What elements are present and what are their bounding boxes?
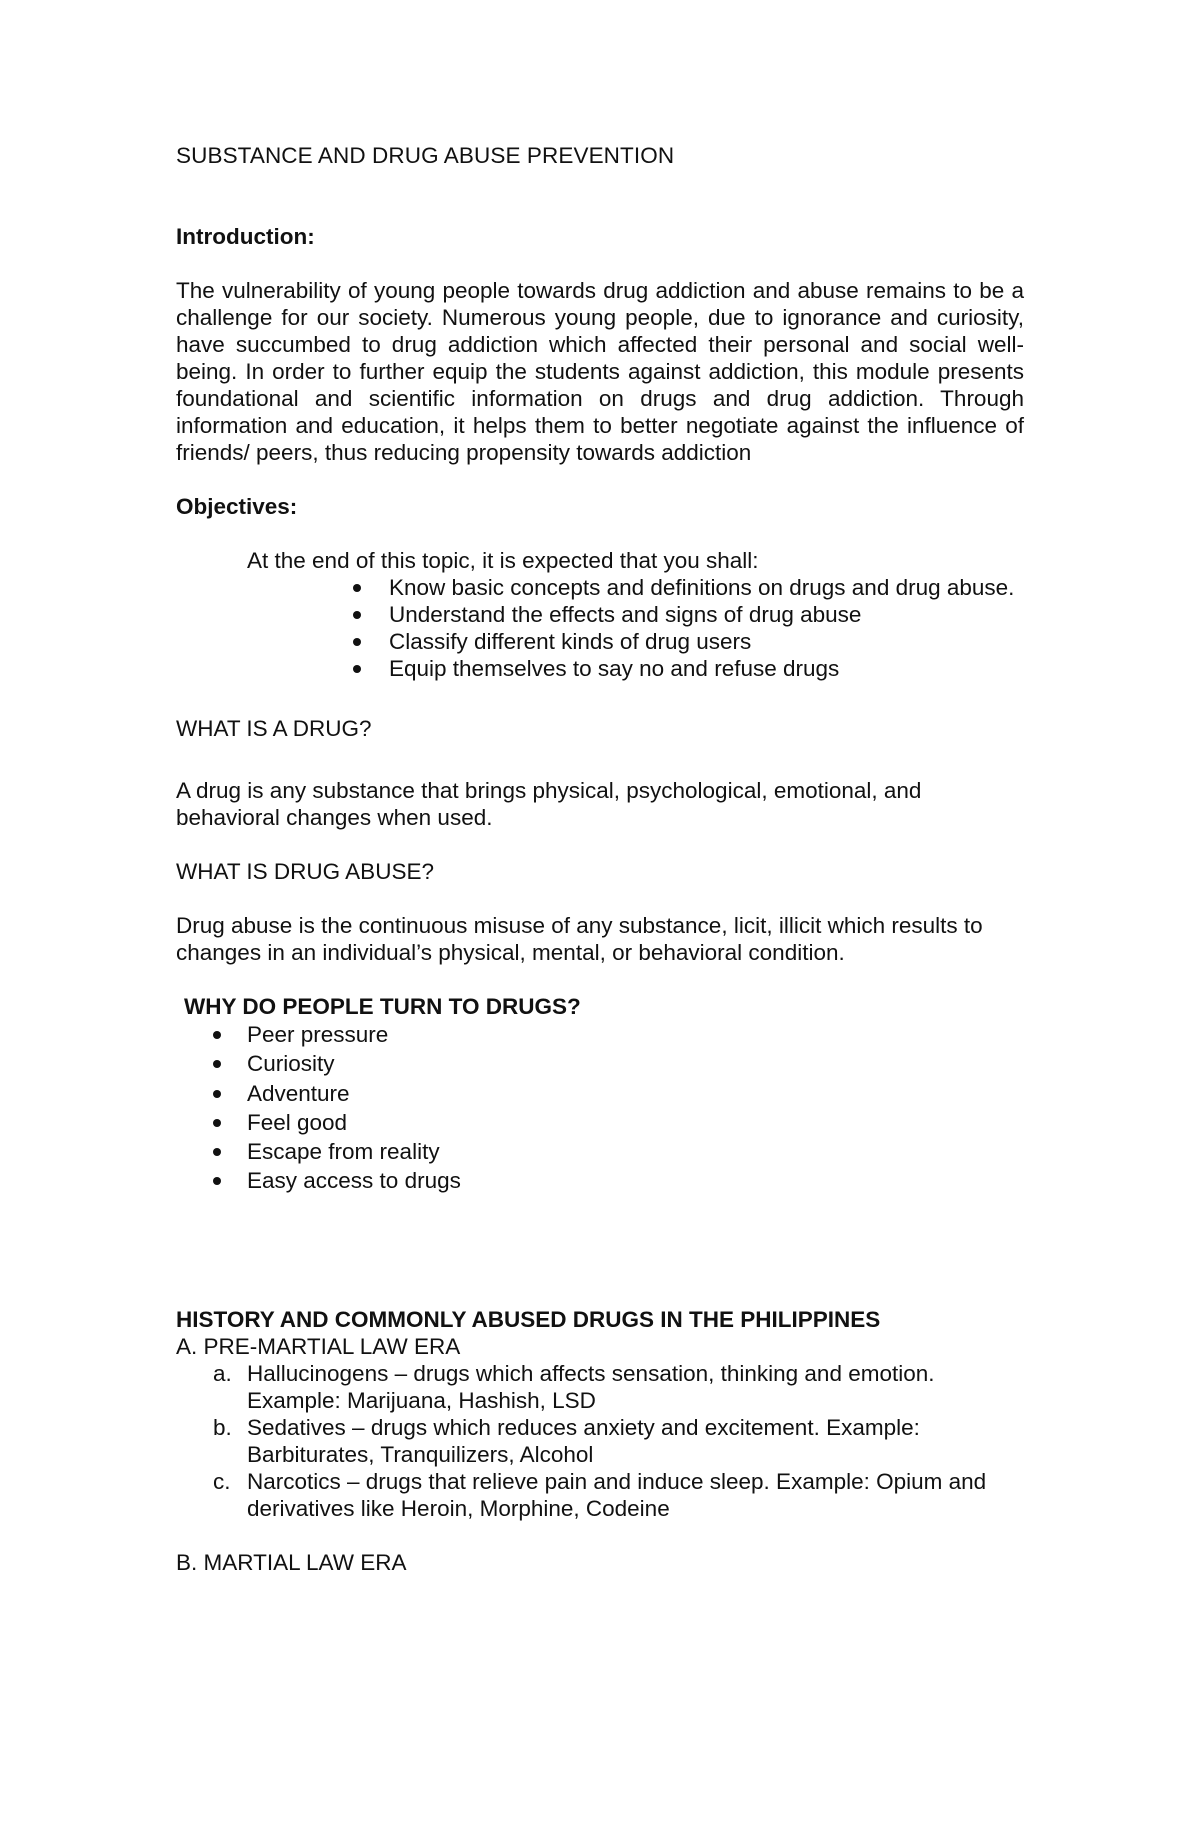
introduction-heading: Introduction:	[176, 224, 315, 249]
reason-text: Peer pressure	[247, 1022, 389, 1047]
document-title: SUBSTANCE AND DRUG ABUSE PREVENTION	[176, 143, 675, 168]
list-item	[176, 1468, 1024, 1522]
list-item	[176, 574, 1024, 601]
bullet-icon	[353, 611, 361, 619]
list-marker: c.	[213, 1468, 231, 1494]
list-marker: a.	[213, 1360, 232, 1386]
bullet-icon	[213, 1031, 221, 1039]
reason-text: Escape from reality	[247, 1139, 440, 1165]
list-item	[176, 601, 1024, 628]
objective-text: Understand the effects and signs of drug abuse	[389, 602, 862, 627]
objective-text: Equip themselves to say no and refuse drugs	[389, 656, 840, 681]
history-heading: HISTORY AND COMMONLY ABUSED DRUGS IN THE PHILIPPINES	[176, 1306, 881, 1332]
list-item	[176, 1020, 1024, 1049]
objective-text: Classify different kinds of drug users	[389, 629, 752, 654]
objectives-intro: At the end of this topic, it is expected that you shall:	[247, 548, 759, 573]
bullet-icon	[353, 665, 361, 673]
introduction-body: The vulnerability of young people towards drug addiction and abuse remains to be a challenge for our society. Numerous young people, due to ignorance and curiosity, have succumbed to drug addiction which affected their personal and social well-being. In order to further equip the students against addiction, this module presents foundational and scientific information on drugs and drug addiction. Through information and education, it helps them to better negotiate against the influence of friends/ peers, thus reducing propensity towards addiction	[176, 278, 1024, 465]
section-b-heading: B. MARTIAL LAW ERA	[176, 1549, 407, 1575]
bullet-icon	[213, 1119, 221, 1127]
bullet-icon	[213, 1177, 221, 1185]
bullet-icon	[213, 1060, 221, 1068]
list-item	[176, 1360, 1024, 1414]
list-item	[176, 1166, 1024, 1195]
list-item	[176, 1049, 1024, 1078]
bullet-icon	[213, 1090, 221, 1098]
list-item	[176, 1108, 1024, 1137]
reason-text: Feel good	[247, 1109, 348, 1135]
section-a-heading: A. PRE-MARTIAL LAW ERA	[176, 1333, 461, 1359]
reason-text: Easy access to drugs	[247, 1168, 461, 1194]
drug-class-text: Sedatives – drugs which reduces anxiety and excitement. Example: Barbiturates, Tranquilizers, Alcohol	[247, 1414, 920, 1467]
reason-text: Adventure	[247, 1080, 350, 1106]
why-drugs-list	[176, 1020, 1024, 1196]
bullet-icon	[353, 584, 361, 592]
list-item	[176, 1414, 1024, 1468]
drug-class-text: Narcotics – drugs that relieve pain and induce sleep. Example: Opium and derivatives like Heroin, Morphine, Codeine	[247, 1468, 987, 1521]
document-content	[176, 142, 1024, 1576]
bullet-icon	[213, 1148, 221, 1156]
pre-martial-law-list	[176, 1360, 1024, 1522]
reason-text: Curiosity	[247, 1051, 335, 1077]
drug-class-text: Hallucinogens – drugs which affects sensation, thinking and emotion. Example: Marijuana, Hashish, LSD	[247, 1360, 935, 1413]
list-marker: b.	[213, 1414, 232, 1440]
what-is-drug-body: A drug is any substance that brings physical, psychological, emotional, and behavioral changes when used.	[176, 778, 922, 830]
objective-text: Know basic concepts and definitions on drugs and drug abuse.	[389, 575, 1015, 600]
list-item	[176, 628, 1024, 655]
list-item	[176, 1079, 1024, 1108]
list-item	[176, 655, 1024, 682]
why-drugs-heading: WHY DO PEOPLE TURN TO DRUGS?	[184, 994, 581, 1019]
objectives-list	[176, 574, 1024, 682]
what-is-abuse-body: Drug abuse is the continuous misuse of any substance, licit, illicit which results to changes in an individual’s physical, mental, or behavioral condition.	[176, 913, 983, 965]
list-item	[176, 1137, 1024, 1166]
objectives-heading: Objectives:	[176, 494, 298, 519]
what-is-drug-heading: WHAT IS A DRUG?	[176, 716, 372, 741]
bullet-icon	[353, 638, 361, 646]
what-is-abuse-heading: WHAT IS DRUG ABUSE?	[176, 859, 434, 884]
